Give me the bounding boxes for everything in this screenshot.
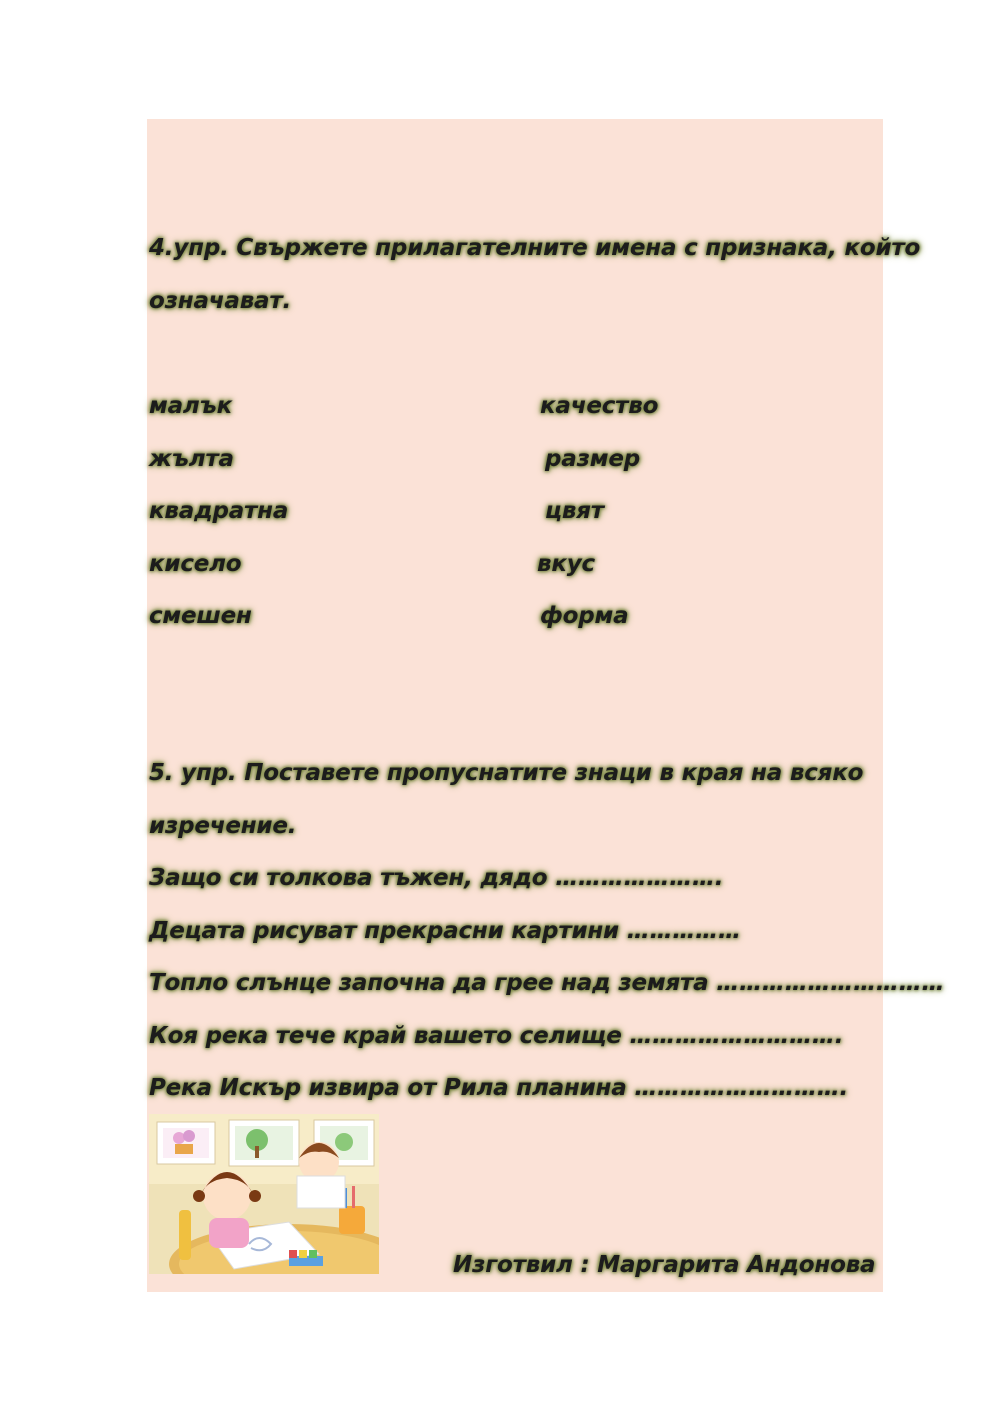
author-signature: Изготвил : Маргарита Андонова [453, 1252, 876, 1278]
feature-item: форма [540, 603, 629, 629]
adjective-item: квадратна [149, 498, 289, 524]
adjective-item: малък [149, 393, 233, 419]
sentence-item: Коя река тече край вашето селище ………………………. [149, 1023, 844, 1049]
exercise5-title-line2: изречение. [149, 813, 297, 839]
feature-item: размер [545, 446, 641, 472]
children-drawing-illustration [149, 1114, 379, 1274]
feature-item: вкус [537, 551, 595, 577]
exercise5-title-line1: 5. упр. Поставете пропуснатите знаци в края на всяко [149, 760, 864, 786]
adjective-item: жълта [149, 446, 234, 472]
exercise4-title-line2: означават. [149, 288, 292, 314]
sentence-item: Топло слънце започна да грее над земята ………………………… [149, 970, 945, 996]
feature-item: качество [540, 393, 659, 419]
exercise4-title-line1: 4.упр. Свържете прилагателните имена с признака, който [149, 235, 921, 261]
sentence-item: Река Искър извира от Рила планина ………………………. [149, 1075, 849, 1101]
adjective-item: смешен [149, 603, 252, 629]
adjective-item: кисело [149, 551, 242, 577]
sentence-item: Децата рисуват прекрасни картини …………… [149, 918, 741, 944]
feature-item: цвят [545, 498, 604, 524]
sentence-item: Защо си толкова тъжен, дядо …………………. [149, 865, 724, 891]
